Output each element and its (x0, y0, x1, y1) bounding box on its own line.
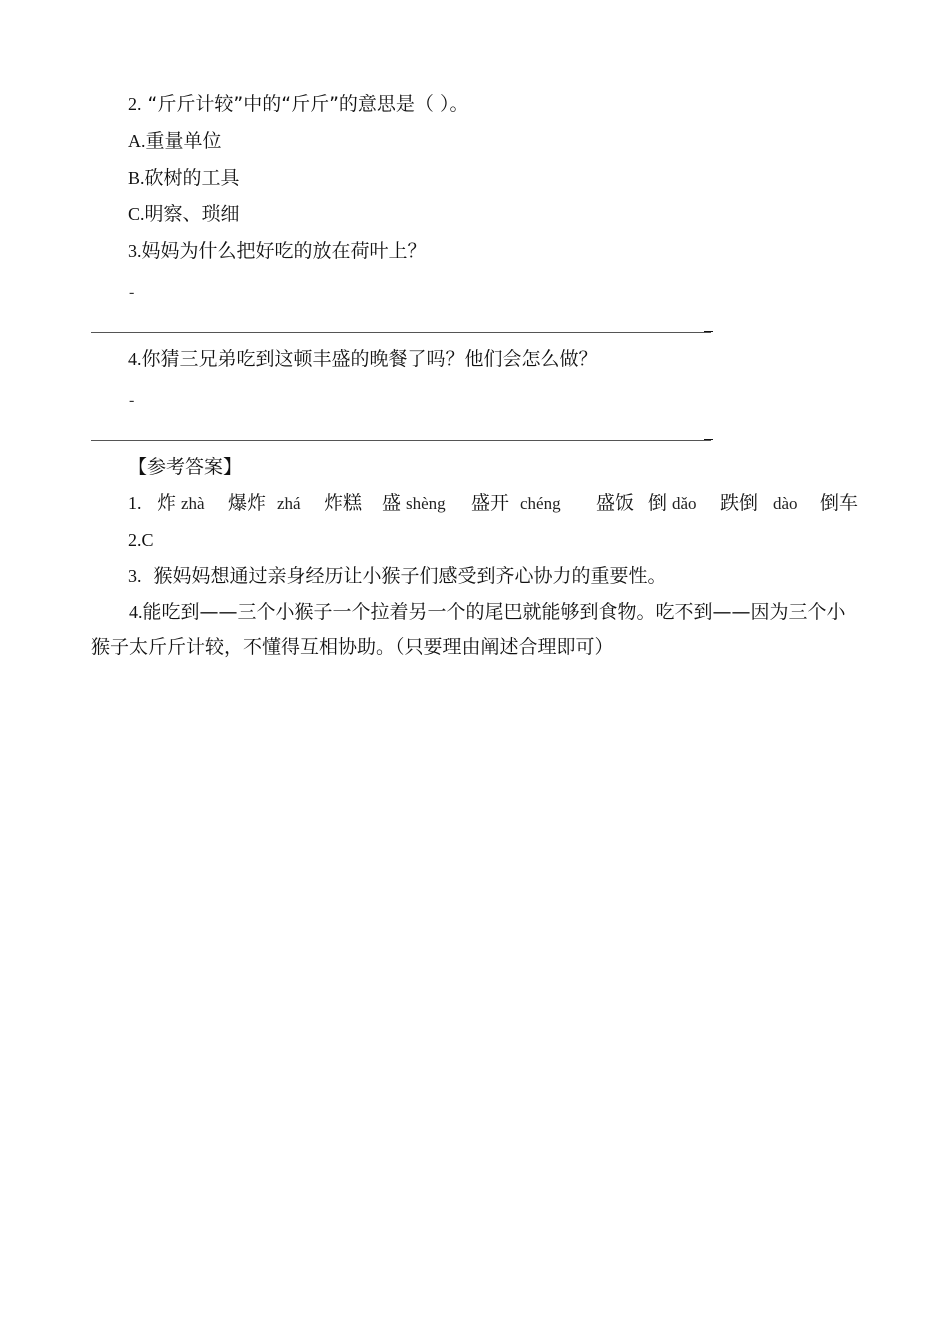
answer-1-pinyin-8: dào (773, 494, 798, 513)
answer-3-text: 猴妈妈想通过亲身经历让小猴子们感受到齐心协力的重要性。 (153, 565, 667, 587)
question-2 (128, 92, 468, 116)
answer-3-number: 3. (128, 566, 142, 586)
answer-1-word-7: 倒 (648, 492, 668, 514)
option-b-text: 砍树的工具 (144, 167, 240, 189)
answer-1-word-2: 爆炸 (228, 492, 267, 514)
question-3-text: 妈妈为什么把好吃的放在荷叶上？ (141, 240, 427, 262)
answer-2-text: C (141, 530, 154, 550)
question-2-option-b (128, 166, 240, 190)
question-3-answer-line-end (704, 331, 713, 332)
question-4-answer-line (91, 440, 711, 441)
question-3 (128, 239, 427, 263)
question-2-number: 2. (128, 94, 142, 114)
question-4-blank-mark: - (129, 392, 135, 409)
option-c-letter: C. (128, 204, 145, 224)
question-2-option-c (128, 202, 240, 226)
question-3-answer-line (91, 332, 711, 333)
option-a-letter: A. (128, 131, 146, 151)
answer-1-word-3: 炸糕 (324, 492, 363, 514)
answer-1-pinyin-5: chéng (520, 494, 561, 513)
question-2-option-a (128, 129, 222, 153)
answer-4-number: 4. (129, 602, 143, 622)
answer-1 (128, 491, 142, 515)
question-4-answer-line-end (704, 439, 713, 440)
answer-4 (91, 595, 861, 665)
question-3-number: 3. (128, 241, 142, 261)
answer-1-word-4: 盛 (382, 492, 402, 514)
question-4 (128, 347, 598, 371)
answer-2 (128, 528, 154, 552)
question-3-blank-mark: - (129, 284, 135, 301)
question-4-text: 你猜三兄弟吃到这顿丰盛的晚餐了吗？他们会怎么做？ (141, 348, 598, 370)
answers-heading: 【参考答案】 (128, 456, 243, 478)
answer-1-pinyin-2: zhá (277, 494, 301, 513)
answer-3 (128, 564, 667, 588)
answer-1-pinyin-4: shèng (406, 494, 446, 513)
answer-1-word-9: 倒车 (820, 492, 859, 514)
answer-1-pinyin-7: dǎo (672, 494, 697, 513)
option-b-letter: B. (128, 168, 145, 188)
question-4-number: 4. (128, 349, 142, 369)
answer-1-pinyin-1: zhà (181, 494, 205, 513)
answer-1-word-6: 盛饭 (596, 492, 635, 514)
answer-1-word-8: 跌倒 (720, 492, 759, 514)
answer-1-word-5: 盛开 (471, 492, 510, 514)
option-a-text: 重量单位 (145, 130, 222, 152)
answer-1-number: 1. (128, 493, 142, 513)
answer-2-number: 2. (128, 530, 142, 550)
option-c-text: 明察、琐细 (144, 203, 240, 225)
answer-4-text: 能吃到——三个小猴子一个拉着另一个的尾巴就能够到食物。吃不到——因为三个小猴子太斤斤计较，不懂得互相协助。（只要理由阐述合理即可） (91, 601, 846, 658)
answer-1-word-1: 炸 (157, 492, 177, 514)
question-2-text: “斤斤计较”中的“斤斤”的意思是（ ）。 (147, 93, 469, 115)
